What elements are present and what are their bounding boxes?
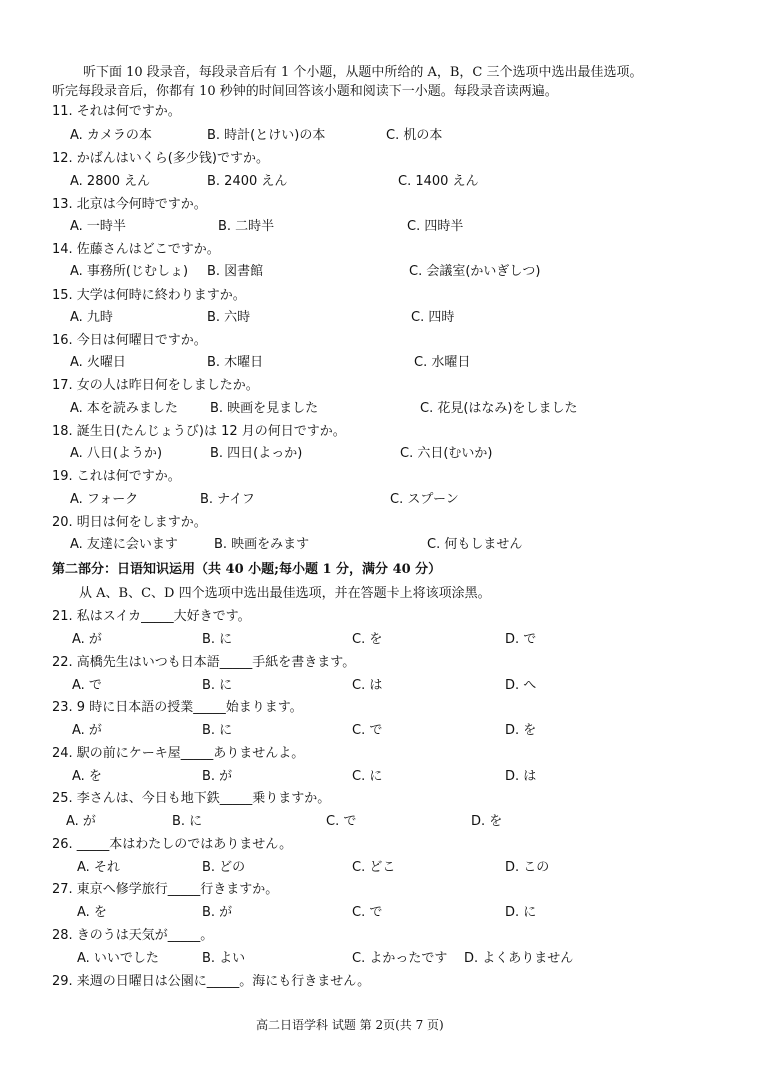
option-c: C. を (352, 632, 383, 647)
option-a: A. 火曜日 (70, 355, 126, 370)
option-a: A. を (72, 769, 102, 784)
option-c: C. は (352, 678, 383, 693)
option-b: B. に (202, 632, 233, 647)
option-c: C. どこ (352, 860, 396, 875)
option-d: D. は (505, 769, 537, 784)
question-16: 16. 今日は何曜日ですか。 (52, 333, 207, 348)
question-17: 17. 女の人は昨日何をしましたか。 (52, 378, 259, 393)
option-a: A. 2800 えん (70, 174, 151, 189)
option-b: B. 映画をみます (214, 537, 310, 552)
question-28: 28. きのうは天気が_____。 (52, 928, 214, 943)
option-b: B. よい (202, 951, 246, 966)
question-12: 12. かばんはいくら(多少钱)ですか。 (52, 151, 269, 166)
option-c: C. 四時 (411, 310, 455, 325)
question-21: 21. 私はスイカ_____大好きです。 (52, 609, 251, 624)
option-c: C. 花見(はなみ)をしました (420, 401, 578, 416)
option-b: B. に (172, 814, 203, 829)
option-a: A. 一時半 (70, 219, 126, 234)
option-c: C. 六日(むいか) (400, 446, 493, 461)
option-c: C. 机の本 (386, 128, 443, 143)
section-instruction: 从 A、B、C、D 四个选项中选出最佳选项，并在答题卡上将该项涂黑。 (79, 586, 491, 601)
option-b: B. 二時半 (218, 219, 275, 234)
option-c: C. 何もしません (427, 537, 523, 552)
option-a: A. 本を読みました (70, 401, 178, 416)
option-d: D. で (505, 632, 537, 647)
option-c: C. よかったです (352, 951, 448, 966)
option-a: A. で (72, 678, 102, 693)
intro-line-2: 听完每段录音后，你都有 10 秒钟的时间回答该小题和阅读下一小题。每段录音读两遍。 (52, 84, 558, 99)
option-b: B. 図書館 (207, 264, 264, 279)
option-c: C. で (352, 905, 383, 920)
question-22: 22. 高橋先生はいつも日本語_____手紙を書きます。 (52, 655, 356, 670)
option-c: C. 四時半 (407, 219, 464, 234)
option-a: A. それ (77, 860, 120, 875)
question-24: 24. 駅の前にケーキ屋_____ありませんよ。 (52, 746, 305, 761)
option-b: B. に (202, 678, 233, 693)
question-18: 18. 誕生日(たんじょうび)は 12 月の何日ですか。 (52, 424, 346, 439)
question-15: 15. 大学は何時に終わりますか。 (52, 288, 246, 303)
option-b: B. 2400 えん (207, 174, 288, 189)
option-b: B. が (202, 769, 233, 784)
option-d: D. よくありません (464, 951, 574, 966)
page-footer: 高二日语学科 试题 第 2页(共 7 页) (256, 1018, 444, 1032)
question-29: 29. 来週の日曜日は公園に_____。海にも行きません。 (52, 974, 371, 989)
question-13: 13. 北京は今何時ですか。 (52, 197, 207, 212)
option-d: D. を (471, 814, 503, 829)
option-b: B. ナイフ (200, 492, 255, 507)
option-d: D. に (505, 905, 537, 920)
option-a: A. カメラの本 (70, 128, 152, 143)
option-a: A. が (66, 814, 96, 829)
option-b: B. 映画を見ました (210, 401, 319, 416)
question-11: 11. それは何ですか。 (52, 104, 181, 119)
option-a: A. 友達に会います (70, 537, 178, 552)
option-a: A. 事務所(じむしょ) (70, 264, 189, 279)
option-b: B. 木曜日 (207, 355, 264, 370)
option-c: C. で (352, 723, 383, 738)
option-c: C. で (326, 814, 357, 829)
option-a: A. 九時 (70, 310, 113, 325)
question-23: 23. 9 時に日本語の授業_____始まります。 (52, 700, 303, 715)
question-26: 26. _____本はわたしのではありません。 (52, 837, 293, 852)
option-b: B. 六時 (207, 310, 251, 325)
option-c: C. 1400 えん (398, 174, 479, 189)
question-25: 25. 李さんは、今日も地下鉄_____乗りますか。 (52, 791, 331, 806)
question-20: 20. 明日は何をしますか。 (52, 515, 207, 530)
option-a: A. 八日(ようか) (70, 446, 163, 461)
question-27: 27. 東京へ修学旅行_____行きますか。 (52, 882, 279, 897)
option-c: C. に (352, 769, 383, 784)
option-a: A. いいでした (77, 951, 159, 966)
question-19: 19. これは何ですか。 (52, 469, 181, 484)
option-a: A. フォーク (70, 492, 139, 507)
section-title: 第二部分：日语知识运用（共 40 小题;每小题 1 分，满分 40 分） (52, 562, 442, 577)
option-c: C. 会議室(かいぎしつ) (409, 264, 541, 279)
option-c: C. スプーン (390, 492, 459, 507)
option-d: D. を (505, 723, 537, 738)
option-b: B. どの (202, 860, 246, 875)
option-a: A. が (72, 723, 102, 738)
option-b: B. 時計(とけい)の本 (207, 128, 326, 143)
option-b: B. に (202, 723, 233, 738)
option-b: B. 四日(よっか) (210, 446, 303, 461)
option-c: C. 水曜日 (414, 355, 471, 370)
intro-line-1: 听下面 10 段录音，每段录音后有 1 个小题，从题中所给的 A，B，C 三个选项中选出最佳选项。 (83, 65, 643, 80)
option-a: A. を (77, 905, 107, 920)
option-a: A. が (72, 632, 102, 647)
question-14: 14. 佐藤さんはどこですか。 (52, 242, 220, 257)
option-b: B. が (202, 905, 233, 920)
option-d: D. この (505, 860, 550, 875)
option-d: D. へ (505, 678, 537, 693)
